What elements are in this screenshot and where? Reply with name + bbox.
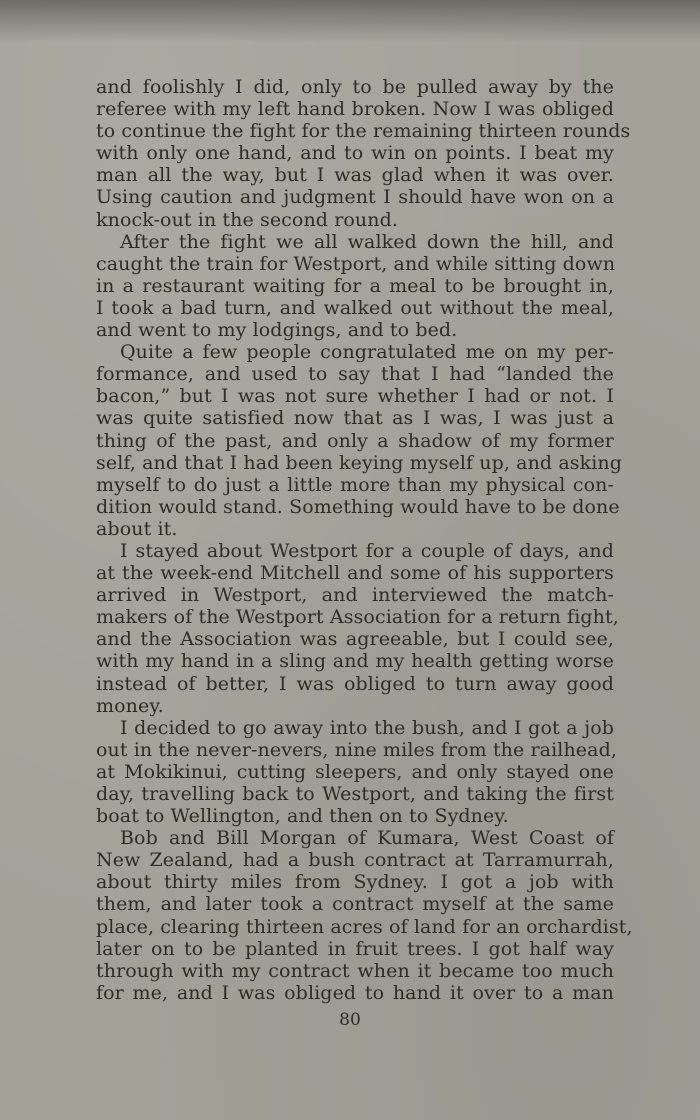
text-line: referee with my left hand broken. Now I was obliged (96, 98, 614, 121)
text-line: knock-out in the second round. (96, 208, 398, 231)
text-line: man all the way, but I was glad when it was over. (96, 164, 614, 187)
text-line: about thirty miles from Sydney. I got a job with (96, 871, 614, 894)
text-line: in a restaurant waiting for a meal to be brought in, (96, 274, 614, 297)
text-line: bacon,” but I was not sure whether I had or not. I (96, 385, 614, 408)
text-line: caught the train for Westport, and while sitting down (96, 252, 616, 275)
text-line: I stayed about Westport for a couple of days, and (120, 539, 614, 562)
text-line: to continue the fight for the remaining thirteen rounds (96, 120, 631, 143)
page-number: 80 (339, 1010, 361, 1030)
text-line: with only one hand, and to win on points. I beat my (96, 142, 614, 165)
text-line: I decided to go away into the bush, and I got a job (120, 716, 614, 739)
text-line: at the week-end Mitchell and some of his supporters (96, 562, 614, 585)
text-line: out in the never-nevers, nine miles from the railhead, (96, 738, 617, 761)
text-line: dition would stand. Something would have to be done (96, 495, 620, 518)
text-line: and the Association was agreeable, but I could see, (96, 628, 614, 651)
text-line: self, and that I had been keying myself up, and asking (96, 451, 622, 474)
text-line: for me, and I was obliged to hand it over to a man (96, 981, 614, 1004)
text-line: place, clearing thirteen acres of land for an orchardist, (96, 915, 633, 938)
text-line: formance, and used to say that I had “landed the (96, 363, 614, 386)
text-line: After the fight we all walked down the hill, and (120, 230, 614, 253)
text-line: instead of better, I was obliged to turn away good (96, 672, 614, 695)
text-line: Bob and Bill Morgan of Kumara, West Coast of (120, 827, 614, 850)
text-line: was quite satisfied now that as I was, I was just a (96, 407, 614, 430)
text-line: and foolishly I did, only to be pulled away by the (96, 76, 614, 98)
text-line: I took a bad turn, and walked out without the meal, (96, 296, 614, 319)
text-line: through with my contract when it became too much (96, 959, 614, 982)
text-line: thing of the past, and only a shadow of my former (96, 429, 614, 452)
text-line: with my hand in a sling and my health getting worse (96, 650, 614, 673)
text-line: later on to be planted in fruit trees. I got half way (96, 937, 614, 960)
text-line: at Mokikinui, cutting sleepers, and only stayed one (96, 760, 614, 783)
text-line: makers of the Westport Association for a return fight, (96, 606, 619, 629)
page-top-shadow (0, 0, 700, 42)
text-line: money. (96, 694, 164, 717)
text-line: boat to Wellington, and then on to Sydney. (96, 805, 509, 828)
text-line: them, and later took a contract myself at the same (96, 893, 614, 916)
text-line: about it. (96, 517, 178, 540)
text-line: myself to do just a little more than my physical con- (96, 473, 614, 496)
text-line: arrived in Westport, and interviewed the match- (96, 584, 614, 607)
text-line: New Zealand, had a bush contract at Tarramurrah, (96, 849, 614, 872)
book-page-body (96, 76, 633, 1004)
text-line: and went to my lodgings, and to bed. (96, 319, 458, 342)
text-line: Using caution and judgment I should have won on a (96, 186, 614, 209)
text-line: day, travelling back to Westport, and taking the first (96, 783, 614, 805)
text-line: Quite a few people congratulated me on my per- (120, 341, 614, 364)
